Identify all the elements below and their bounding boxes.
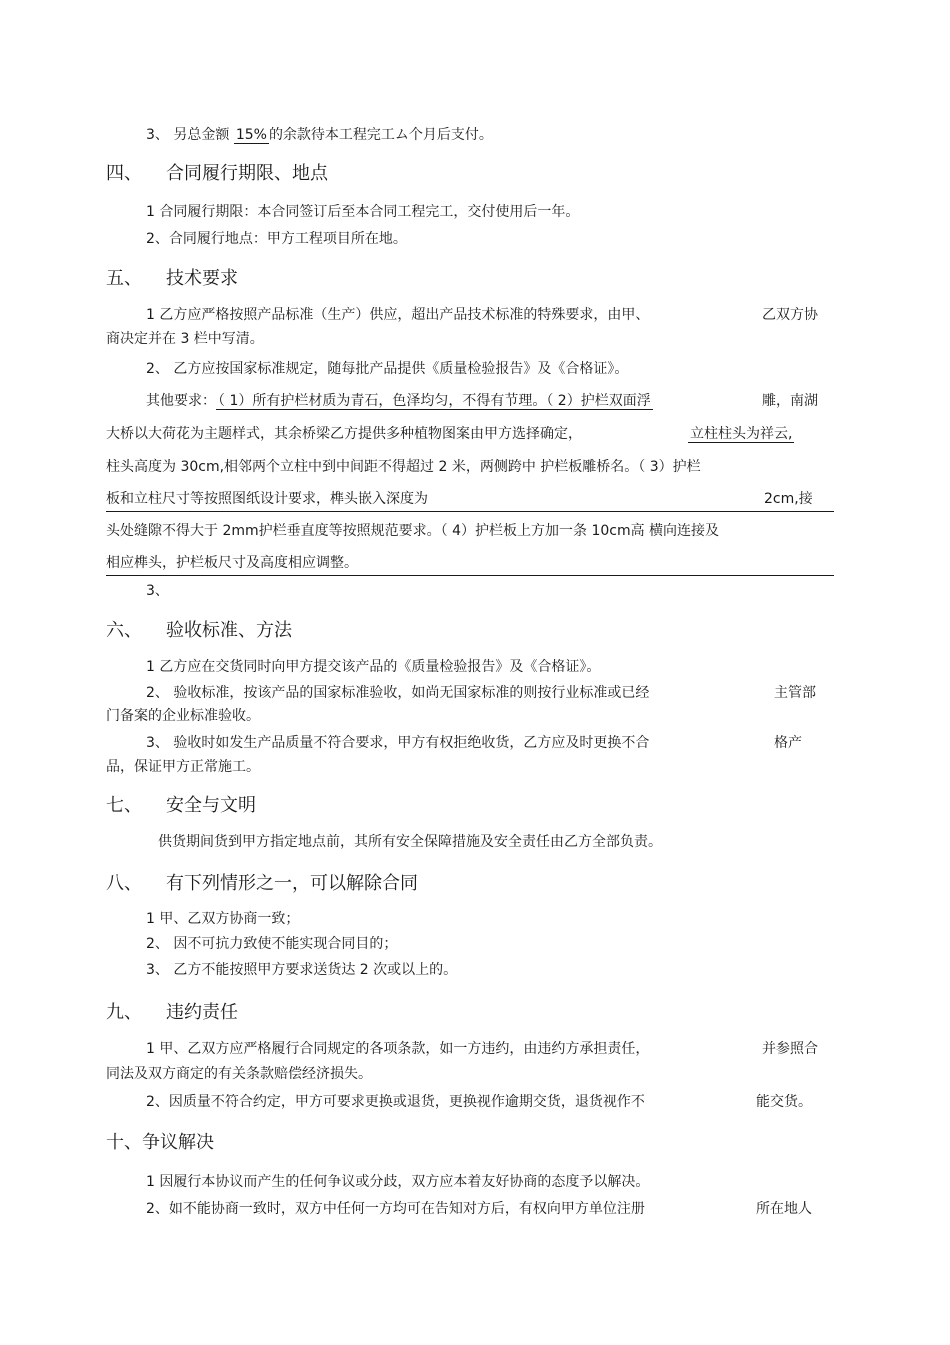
termination-line-3: 3、 乙方不能按照甲方要求送货达 2 次或以上的。 <box>146 962 458 978</box>
tech-req-line-1-end: 乙双方协 <box>762 307 818 323</box>
termination-line-1: 1 甲、乙双方协商一致； <box>146 911 300 927</box>
acceptance-line-2: 2、 验收标准，按该产品的国家标准验收，如尚无国家标准的则按行业标准或已经 <box>146 685 650 701</box>
section-number: 五、 <box>106 268 142 289</box>
section-title: 验收标准、方法 <box>166 620 292 641</box>
section-title: 安全与文明 <box>166 795 256 816</box>
payment-term-text: 3、 另总金额 <box>146 127 234 143</box>
section-number: 六、 <box>106 620 142 641</box>
section-title: 违约责任 <box>166 1002 238 1023</box>
other-req-line-1-end: 雕，南湖 <box>762 393 818 409</box>
underline-rule <box>106 575 834 576</box>
other-req-line-4: 板和立柱尺寸等按照图纸设计要求，榫头嵌入深度为 <box>106 491 428 507</box>
liability-line-3: 2、因质量不符合约定，甲方可要求更换或退货，更换视作逾期交货，退货视作不 <box>146 1094 645 1110</box>
section-title: 合同履行期限、地点 <box>166 163 328 184</box>
tech-req-line-2: 商决定并在 3 栏中写清。 <box>106 331 264 347</box>
dispute-line-1: 1 因履行本协议而产生的任何争议或分歧，双方应本着友好协商的态度予以解决。 <box>146 1174 650 1190</box>
liability-line-1: 1 甲、乙双方应严格履行合同规定的各项条款，如一方违约，由违约方承担责任， <box>146 1041 650 1057</box>
other-req-line-2-end <box>688 424 794 444</box>
payment-term-text-end: 的余款待本工程完工ム个月后支付。 <box>268 127 493 143</box>
tech-req-line-3: 2、 乙方应按国家标准规定，随每批产品提供《质量检验报告》及《合格证》。 <box>146 361 629 377</box>
tech-req-line-1: 1 乙方应严格按照产品标准（生产）供应，超出产品技术标准的特殊要求，由甲、 <box>146 307 650 323</box>
pillar-head-underlined: 立柱柱头为祥云, <box>690 426 793 442</box>
acceptance-line-5: 品，保证甲方正常施工。 <box>106 759 260 775</box>
section-number: 七、 <box>106 795 142 816</box>
other-req-label: 其他要求： <box>146 393 216 409</box>
other-req-underlined: （ 1）所有护栏材质为青石，色泽均匀，不得有节理。（ 2）护栏双面浮 <box>218 393 651 409</box>
acceptance-line-4: 3、 验收时如发生产品质量不符合要求，甲方有权拒绝收货，乙方应及时更换不合 <box>146 735 650 751</box>
contract-period-line: 1 合同履行期限：本合同签订后至本合同工程完工，交付使用后一年。 <box>146 204 580 220</box>
section-number: 八、 <box>106 873 142 894</box>
payment-percentage: 15% <box>235 127 267 143</box>
acceptance-line-3: 门备案的企业标准验收。 <box>106 708 260 724</box>
section-title: 十、争议解决 <box>106 1132 214 1153</box>
section-title: 技术要求 <box>166 268 238 289</box>
liability-line-3-end: 能交货。 <box>756 1094 812 1110</box>
acceptance-line-4-end: 格产 <box>774 735 802 751</box>
acceptance-line-2-end: 主管部 <box>774 685 816 701</box>
safety-line: 供货期间货到甲方指定地点前，其所有安全保障措施及安全责任由乙方全部负责。 <box>158 834 662 850</box>
acceptance-line-1: 1 乙方应在交货同时向甲方提交该产品的《质量检验报告》及《合格证》。 <box>146 659 601 675</box>
other-req-line-2: 大桥以大荷花为主题样式，其余桥梁乙方提供多种植物图案由甲方选择确定， <box>106 426 582 442</box>
dispute-line-2-end: 所在地人 <box>756 1201 812 1217</box>
section-number: 四、 <box>106 163 142 184</box>
payment-term-line <box>146 125 493 145</box>
liability-line-1-end: 并参照合 <box>762 1041 818 1057</box>
dispute-line-2: 2、如不能协商一致时，双方中任何一方均可在告知对方后，有权向甲方单位注册 <box>146 1201 645 1217</box>
section-10-heading <box>106 1131 214 1155</box>
other-req-line-4-end: 2cm,接 <box>764 491 813 507</box>
contract-location-line: 2、合同履行地点：甲方工程项目所在地。 <box>146 231 407 247</box>
underline-rule <box>106 511 834 512</box>
other-req-line-3: 柱头高度为 30cm,相邻两个立柱中到中间距不得超过 2 米，两侧跨中 护栏板雕桥名。（ 3）护栏 <box>106 459 701 475</box>
tech-req-item-3: 3、 <box>146 583 169 599</box>
other-req-line-1 <box>146 391 653 411</box>
section-number: 九、 <box>106 1002 142 1023</box>
termination-line-2: 2、 因不可抗力致使不能实现合同目的； <box>146 936 398 952</box>
other-req-line-6: 相应榫头，护栏板尺寸及高度相应调整。 <box>106 555 358 571</box>
other-req-line-5: 头处缝隙不得大于 2mm护栏垂直度等按照规范要求。（ 4）护栏板上方加一条 10cm高 横向连接及 <box>106 523 720 539</box>
section-title: 有下列情形之一，可以解除合同 <box>166 873 418 894</box>
liability-line-2: 同法及双方商定的有关条款赔偿经济损失。 <box>106 1066 372 1082</box>
